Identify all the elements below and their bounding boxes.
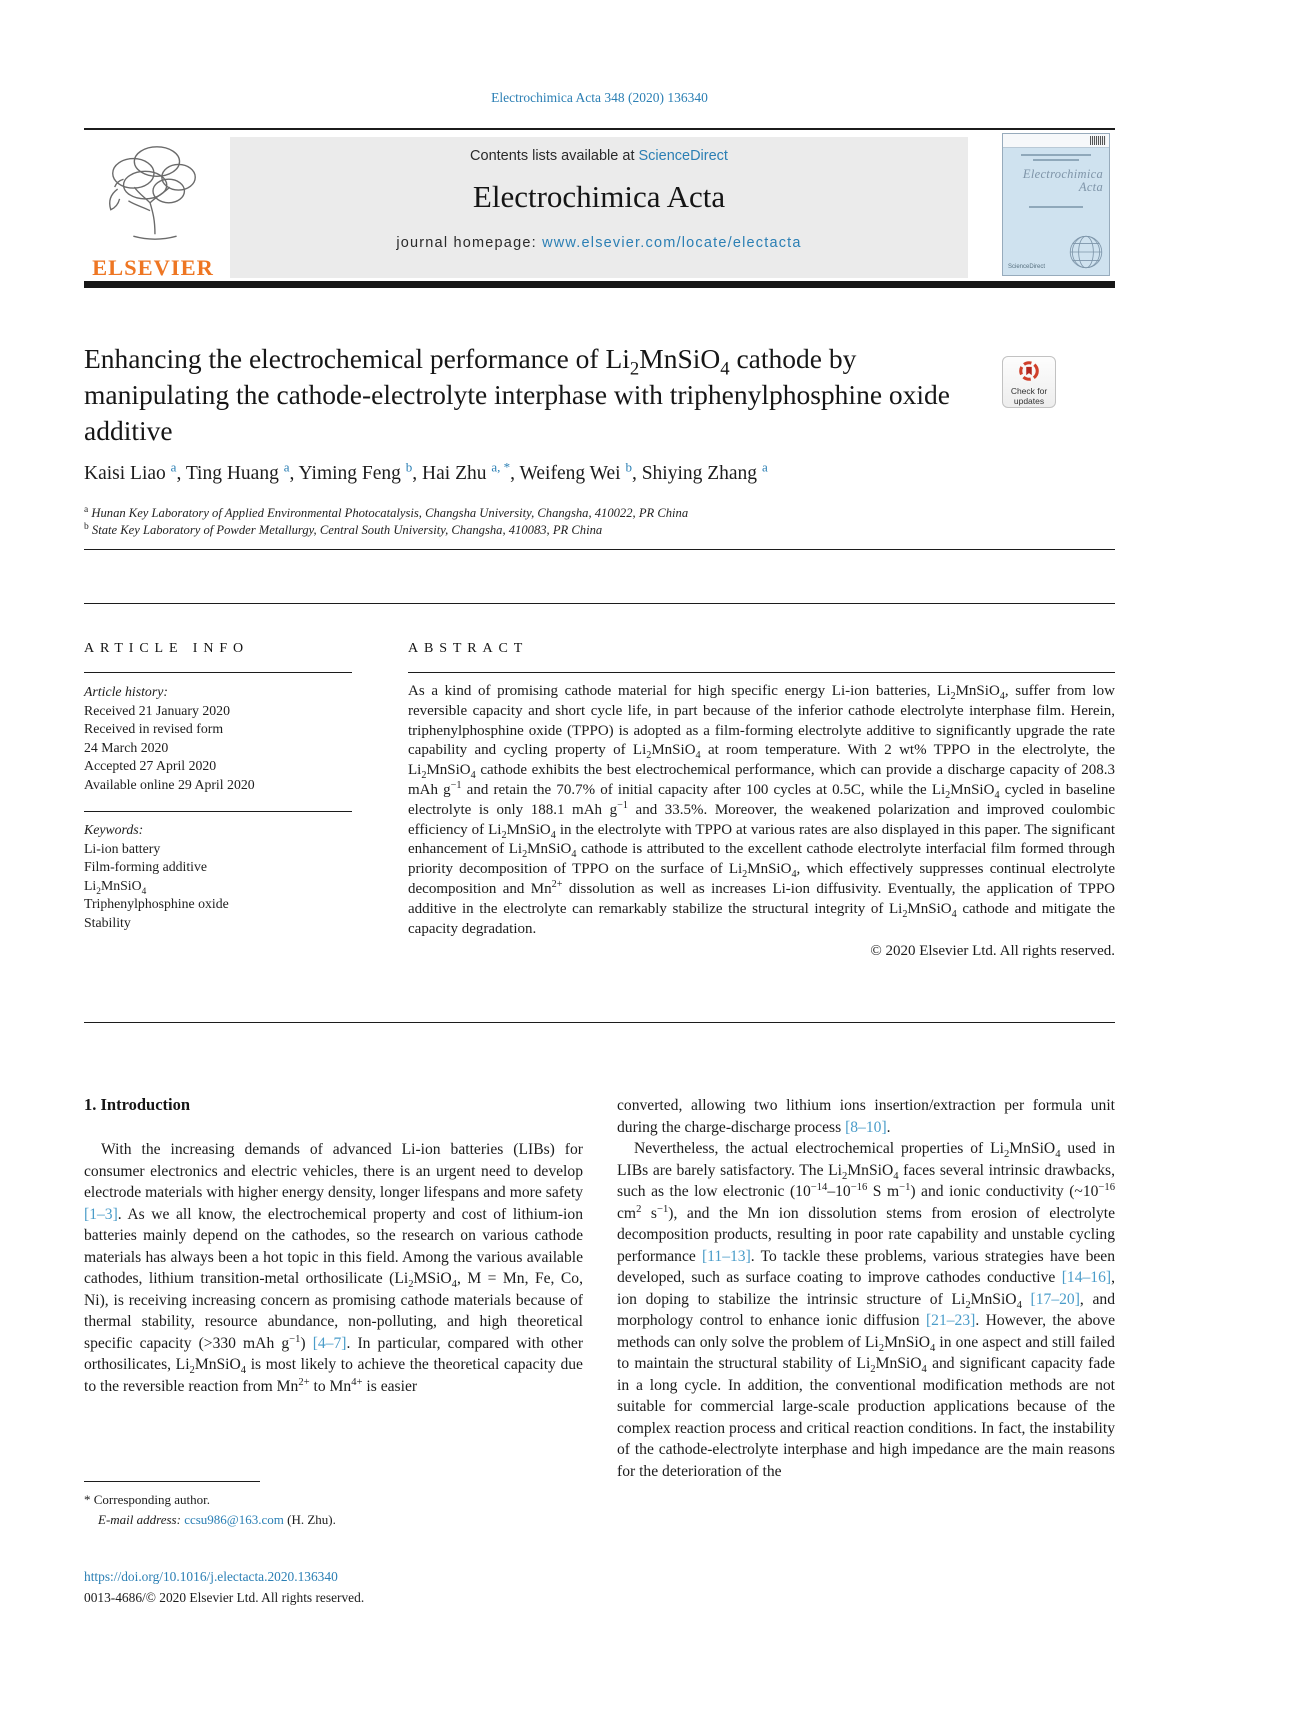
history-line: 24 March 2020 bbox=[84, 739, 169, 755]
abstract-rule bbox=[408, 672, 1115, 673]
article-info-rule bbox=[84, 672, 352, 673]
affiliations bbox=[84, 505, 1044, 539]
masthead-bar bbox=[84, 281, 1115, 288]
abstract-heading: ABSTRACT bbox=[408, 641, 529, 656]
section-top-rule bbox=[84, 603, 1115, 604]
authors-line: Kaisi Liao $^a$, Ting Huang $^a$, Yiming Feng $^b$, Hai Zhu $^{a, *}$, Weifeng Wei $^b$, Shiying Zhang $^a$ bbox=[84, 459, 768, 484]
article-title: Enhancing the electrochemical performance of $Li_2MnSiO_4$ cathode by manipulating the cathode-electrolyte interphase with triphenylphosphine oxide additive bbox=[84, 343, 950, 446]
sciencedirect-link[interactable]: ScienceDirect bbox=[638, 148, 728, 164]
footnote-rule bbox=[84, 1481, 260, 1482]
journal-homepage-link[interactable]: www.elsevier.com/locate/electacta bbox=[542, 235, 802, 251]
introduction-paragraph: With the increasing demands of advanced Li-ion batteries (LIBs) for consumer electronics and electric vehicles, there is an urgent need to develop electrode materials with higher energy density, longer lifespans and more safety [1–3]. As we all know, the electrochemical property and cost of lithium-ion batteries mainly depend on the cathodes, so the research on various cathode materials has always been a hot topic in this field. Among the various available cathodes, lithium transition-metal orthosilicate ($Li_2MSiO_4$, M = Mn, Fe, Co, Ni), is receiving increasing concern as promising cathode materials because of thermal stability, resource abundance, non-polluting, and high theoretical specific capacity (>330 mAh $g^{-1}$) [4–7]. In particular, compared with other orthosilicates, $Li_2MnSiO_4$ is most likely to achieve the theoretical capacity due to the reversible reaction from $Mn^{2+}$ to $Mn^{4+}$ is easier bbox=[84, 1141, 584, 1395]
journal-reference: Electrochimica Acta 348 (2020) 136340 bbox=[491, 90, 708, 105]
body-paragraph: converted, allowing two lithium ions insertion/extraction per formula unit during the charge-discharge process [8–10]. bbox=[617, 1097, 1115, 1136]
abstract bbox=[408, 682, 1115, 962]
keyword: Film-forming additive bbox=[84, 859, 208, 874]
cover-brand: ScienceDirect bbox=[1008, 264, 1046, 270]
body-paragraph: Nevertheless, the actual electrochemical properties of $Li_2MnSiO_4$ used in LIBs are barely satisfactory. The $Li_2MnSiO_4$ faces several intrinsic drawbacks, such as the low electronic ($10^{-14}-10^{-16}$ S $m^{-1}$) and ionic conductivity ($\sim 10^{-16}$ $cm^2$ $s^{-1}$), and the Mn ion dissolution stems from erosion of electrolyte decomposition products, resulting in poor rate capability and unstable cycling performance [11–13]. To tackle these problems, various strategies have been developed, such as surface coating to improve cathodes conductive [14–16], ion doping to stabilize the intrinsic structure of $Li_2MnSiO_4$ [17–20], and morphology control to enhance ionic diffusion [21–23]. However, the above methods can only solve the problem of $Li_2MnSiO_4$ in one aspect and still failed to maintain the structural stability of $Li_2MnSiO_4$ and significant capacity fade in a long cycle. In addition, the conventional modification methods are not suitable for commercial large-scale production applications because of the complex reaction process and critical reaction conditions. In fact, the instability of the cathode-electrolyte interphase and high impedance are the main reasons for the deterioration of the bbox=[617, 1140, 1116, 1480]
email-line bbox=[84, 1510, 604, 1530]
journal-name: Electrochimica Acta bbox=[472, 179, 726, 214]
introduction-heading: 1. Introduction bbox=[84, 1095, 191, 1114]
article-info bbox=[84, 683, 352, 932]
keywords-rule bbox=[84, 811, 352, 812]
section-bottom-rule bbox=[84, 1022, 1115, 1023]
history-line: Received 21 January 2020 bbox=[84, 702, 230, 718]
footnote bbox=[84, 1481, 604, 1530]
keyword: $Li_2MnSiO_4$ bbox=[84, 877, 147, 897]
elsevier-wordmark: ELSEVIER bbox=[92, 255, 214, 280]
email-link[interactable]: ccsu986@163.com bbox=[184, 1512, 284, 1527]
doi-link[interactable]: https://doi.org/10.1016/j.electacta.2020.136340 bbox=[84, 1569, 338, 1584]
homepage-prefix: journal homepage: bbox=[396, 235, 537, 251]
affiliation-a: $^a$ Hunan Key Laboratory of Applied Environmental Photocatalysis, Changsha University, Changsha, 410022, PR China bbox=[84, 504, 689, 520]
email-label: E-mail address: bbox=[98, 1512, 181, 1527]
cover-text-bar bbox=[1021, 154, 1091, 156]
history-line: Available online 29 April 2020 bbox=[84, 776, 255, 792]
issn-rights-line: 0013-4686/© 2020 Elsevier Ltd. All rights reserved. bbox=[84, 1590, 365, 1605]
journal-masthead bbox=[230, 137, 968, 278]
body-left-column bbox=[84, 1095, 583, 1397]
article-info-heading: ARTICLE INFO bbox=[84, 641, 249, 656]
keyword: Triphenylphosphine oxide bbox=[84, 896, 229, 911]
history-line: Received in revised form bbox=[84, 721, 224, 736]
cover-text-bar bbox=[1029, 206, 1083, 208]
contents-line bbox=[230, 148, 968, 164]
elsevier-logo[interactable] bbox=[88, 136, 218, 281]
affiliation-b: $^b$ State Key Laboratory of Powder Metallurgy, Central South University, Changsha, 410083, PR China bbox=[84, 521, 603, 537]
article-history-label: Article history: bbox=[84, 684, 168, 699]
cover-text-bar bbox=[1033, 159, 1079, 161]
email-suffix: (H. Zhu). bbox=[287, 1512, 336, 1527]
abstract-text: As a kind of promising cathode material for high specific energy Li-ion batteries, $Li_2MnSiO_4$, suffer from low reversible capacity and short cycle life, in part because of the inferior cathode electrolyte interphase film. Herein, triphenylphosphine oxide (TPPO) is adopted as a film-forming electrolyte additive to significantly upgrade the rate capability and cycling property of $Li_2MnSiO_4$ at room temperature. With 2 wt% TPPO in the electrolyte, the $Li_2MnSiO_4$ cathode exhibits the best electrochemical performance, which can provide a discharge capacity of 208.3 mAh $g^{-1}$ and retain the 70.7% of initial capacity after 100 cycles at 0.5C, while the $Li_2MnSiO_4$ cycled in baseline electrolyte is only 188.1 mAh $g^{-1}$ and 33.5%. Moreover, the weakened polarization and improved coulombic efficiency of $Li_2MnSiO_4$ in the electrolyte with TPPO at various rates are also displayed in this paper. The significant enhancement of $Li_2MnSiO_4$ cathode is attributed to the excellent cathode electrolyte interfacial film formed through priority decomposition of TPPO on the surface of $Li_2MnSiO_4$, which effectively suppresses continual electrolyte decomposition and $Mn^{2+}$ dissolution as well as increases Li-ion diffusivity. Eventually, the application of TPPO additive in the electrolyte can remarkably stabilize the structural integrity of $Li_2MnSiO_4$ cathode and mitigate the capacity degradation. bbox=[408, 683, 1116, 937]
keyword: Stability bbox=[84, 914, 131, 930]
body-right-column bbox=[617, 1095, 1115, 1482]
keyword: Li-ion battery bbox=[84, 840, 161, 856]
copyright-line: © 2020 Elsevier Ltd. All rights reserved. bbox=[870, 943, 1115, 960]
contents-prefix: Contents lists available at bbox=[470, 148, 635, 164]
badge-label-line1: Check for bbox=[1010, 386, 1048, 396]
top-rule bbox=[84, 128, 1115, 130]
cover-barcode bbox=[1090, 136, 1106, 145]
homepage-line bbox=[230, 235, 968, 251]
divider-rule bbox=[84, 549, 1115, 550]
journal-cover-thumbnail[interactable] bbox=[1002, 133, 1110, 276]
elsevier-tree-icon bbox=[94, 136, 212, 248]
globe-icon bbox=[1065, 231, 1107, 273]
badge-label-line2: updates bbox=[1013, 395, 1045, 406]
cover-title: Electrochimica Acta bbox=[1022, 167, 1103, 194]
keywords-label: Keywords: bbox=[84, 822, 144, 837]
check-for-updates-badge[interactable] bbox=[1002, 356, 1056, 408]
check-for-updates-icon bbox=[1018, 360, 1040, 382]
corresponding-author-note: * Corresponding author. bbox=[84, 1492, 211, 1507]
history-line: Accepted 27 April 2020 bbox=[84, 758, 217, 773]
doi-block bbox=[84, 1566, 644, 1608]
